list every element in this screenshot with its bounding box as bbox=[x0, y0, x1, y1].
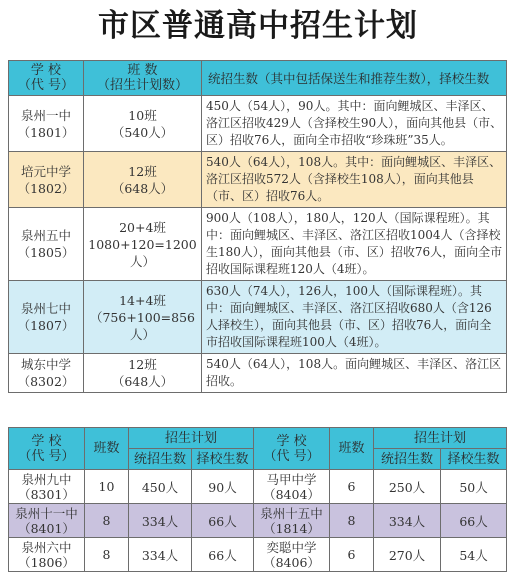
header-classes bbox=[84, 61, 202, 96]
table-row bbox=[9, 354, 507, 393]
class-count: 8 bbox=[85, 504, 129, 538]
classes-cell bbox=[84, 354, 202, 393]
header-school-line1: 学 校 bbox=[276, 433, 307, 449]
table-row bbox=[9, 208, 507, 281]
school-cell bbox=[9, 96, 84, 152]
plan-description: 540人（64人），108人。其中：面向鲤城区、丰泽区、洛江区招收572人（含择校生108人），面向其他县（市、区）招收76人。 bbox=[202, 152, 507, 208]
classes-cell bbox=[84, 96, 202, 152]
table-row bbox=[9, 281, 507, 354]
header-school-line2: （代 号） bbox=[17, 78, 75, 93]
class-count: 10 bbox=[85, 470, 129, 504]
school-cell bbox=[9, 504, 85, 538]
school-name: 奕聪中学 bbox=[266, 539, 317, 555]
class-count: 20+4班 bbox=[119, 219, 166, 235]
class-count: 12班 bbox=[128, 163, 157, 179]
header-unified: 统招生数 bbox=[374, 449, 441, 470]
unified-count: 270人 bbox=[374, 538, 441, 572]
plan-table-header bbox=[9, 61, 507, 96]
classes-cell bbox=[84, 208, 202, 281]
class-quota: （540人） bbox=[111, 124, 174, 140]
header-school-line1: 学 校 bbox=[30, 63, 62, 78]
school-cell bbox=[9, 470, 85, 504]
school-name: 泉州一中 bbox=[20, 107, 71, 123]
header-school bbox=[9, 428, 85, 470]
header-select: 择校生数 bbox=[192, 449, 254, 470]
unified-count: 334人 bbox=[129, 538, 192, 572]
header-classes: 班数 bbox=[330, 428, 374, 470]
school-name: 泉州十一中 bbox=[15, 505, 78, 521]
table-row bbox=[9, 96, 507, 152]
header-unified: 统招生数 bbox=[129, 449, 192, 470]
school-code: （1801） bbox=[17, 124, 75, 140]
unified-count: 450人 bbox=[129, 470, 192, 504]
classes-cell bbox=[84, 281, 202, 354]
school-cell bbox=[9, 152, 84, 208]
class-count: 14+4班 bbox=[119, 292, 166, 308]
unified-count: 250人 bbox=[374, 470, 441, 504]
header-select: 择校生数 bbox=[441, 449, 507, 470]
select-count: 50人 bbox=[441, 470, 507, 504]
school-cell bbox=[9, 538, 85, 572]
header-school-line1: 学 校 bbox=[31, 433, 62, 449]
school-code: （1805） bbox=[17, 245, 75, 260]
school-cell bbox=[9, 281, 84, 354]
header-school-line2: （代 号） bbox=[263, 448, 320, 464]
class-count: 10班 bbox=[128, 107, 157, 123]
school-code: （1807） bbox=[17, 318, 75, 333]
select-count: 90人 bbox=[192, 470, 254, 504]
school-name: 城东中学 bbox=[20, 357, 71, 372]
school-code: （1806） bbox=[18, 554, 75, 570]
plan-description: 540人（64人），108人。面向鲤城区、丰泽区、洛江区招收。 bbox=[202, 354, 507, 393]
class-count: 6 bbox=[330, 470, 374, 504]
plan-description: 630人（74人），126人，100人（国际课程班）。其中：面向鲤城区、丰泽区、洛江区招收680人（含126人择校生），面向其他县（市、区）招收76人，面向全市招收国际课程班100人（4班）。 bbox=[202, 281, 507, 354]
summary-header-row bbox=[9, 428, 507, 449]
table-row bbox=[9, 470, 507, 504]
table-row bbox=[9, 538, 507, 572]
school-name: 马甲中学 bbox=[266, 471, 317, 487]
school-cell bbox=[254, 470, 330, 504]
school-cell bbox=[9, 354, 84, 393]
class-count: 12班 bbox=[128, 357, 157, 372]
select-count: 66人 bbox=[192, 504, 254, 538]
class-quota: （648人） bbox=[111, 180, 174, 196]
school-code: （8301） bbox=[18, 486, 75, 502]
school-code: （1802） bbox=[17, 180, 75, 196]
class-quota: 1080+120=1200人） bbox=[88, 236, 197, 269]
plan-description: 900人（108人），180人，120人（国际课程班）。其中：面向鲤城区、丰泽区、洛江区招收1004人（含择校生180人），面向其他县（市、区）招收76人，面向全市招收国际课程班120人（4班）。 bbox=[202, 208, 507, 281]
class-quota: （756+100=856人） bbox=[89, 309, 196, 342]
header-classes: 班数 bbox=[85, 428, 129, 470]
unified-count: 334人 bbox=[374, 504, 441, 538]
school-name: 泉州六中 bbox=[21, 539, 72, 555]
school-code: （8406） bbox=[263, 554, 320, 570]
header-classes-line1: 班 数 bbox=[127, 63, 158, 78]
school-name: 泉州九中 bbox=[21, 471, 72, 487]
school-name: 泉州七中 bbox=[20, 301, 71, 316]
header-plan: 招生计划 bbox=[374, 428, 507, 449]
table-row bbox=[9, 504, 507, 538]
header-school bbox=[9, 61, 84, 96]
plan-table bbox=[8, 60, 507, 393]
select-count: 66人 bbox=[192, 538, 254, 572]
school-code: （8401） bbox=[18, 520, 75, 536]
summary-table bbox=[8, 427, 507, 572]
class-count: 8 bbox=[330, 504, 374, 538]
class-count: 6 bbox=[330, 538, 374, 572]
header-school-line2: （代 号） bbox=[18, 448, 75, 464]
class-quota: （648人） bbox=[111, 374, 174, 389]
school-code: （8404） bbox=[263, 486, 320, 502]
school-cell bbox=[9, 208, 84, 281]
select-count: 66人 bbox=[441, 504, 507, 538]
table-row bbox=[9, 152, 507, 208]
header-classes-line2: （招生计划数） bbox=[96, 78, 188, 93]
class-count: 8 bbox=[85, 538, 129, 572]
unified-count: 334人 bbox=[129, 504, 192, 538]
page-title: 市区普通高中招生计划 bbox=[98, 8, 418, 44]
classes-cell bbox=[84, 152, 202, 208]
school-cell bbox=[254, 538, 330, 572]
header-school bbox=[254, 428, 330, 470]
school-name: 泉州五中 bbox=[20, 228, 71, 243]
school-code: （1814） bbox=[263, 520, 320, 536]
school-code: （8302） bbox=[17, 374, 75, 389]
school-name: 泉州十五中 bbox=[260, 505, 323, 521]
school-name: 培元中学 bbox=[20, 163, 71, 179]
select-count: 54人 bbox=[441, 538, 507, 572]
header-plan: 招生计划 bbox=[129, 428, 254, 449]
plan-description: 450人（54人），90人。其中：面向鲤城区、丰泽区、洛江区招收429人（含择校生90人），面向其他县（市、区）招收76人，面向全市招收“珍珠班”35人。 bbox=[202, 96, 507, 152]
header-description: 统招生数（其中包括保送生和推荐生数），择校生数 bbox=[202, 61, 507, 96]
school-cell bbox=[254, 504, 330, 538]
